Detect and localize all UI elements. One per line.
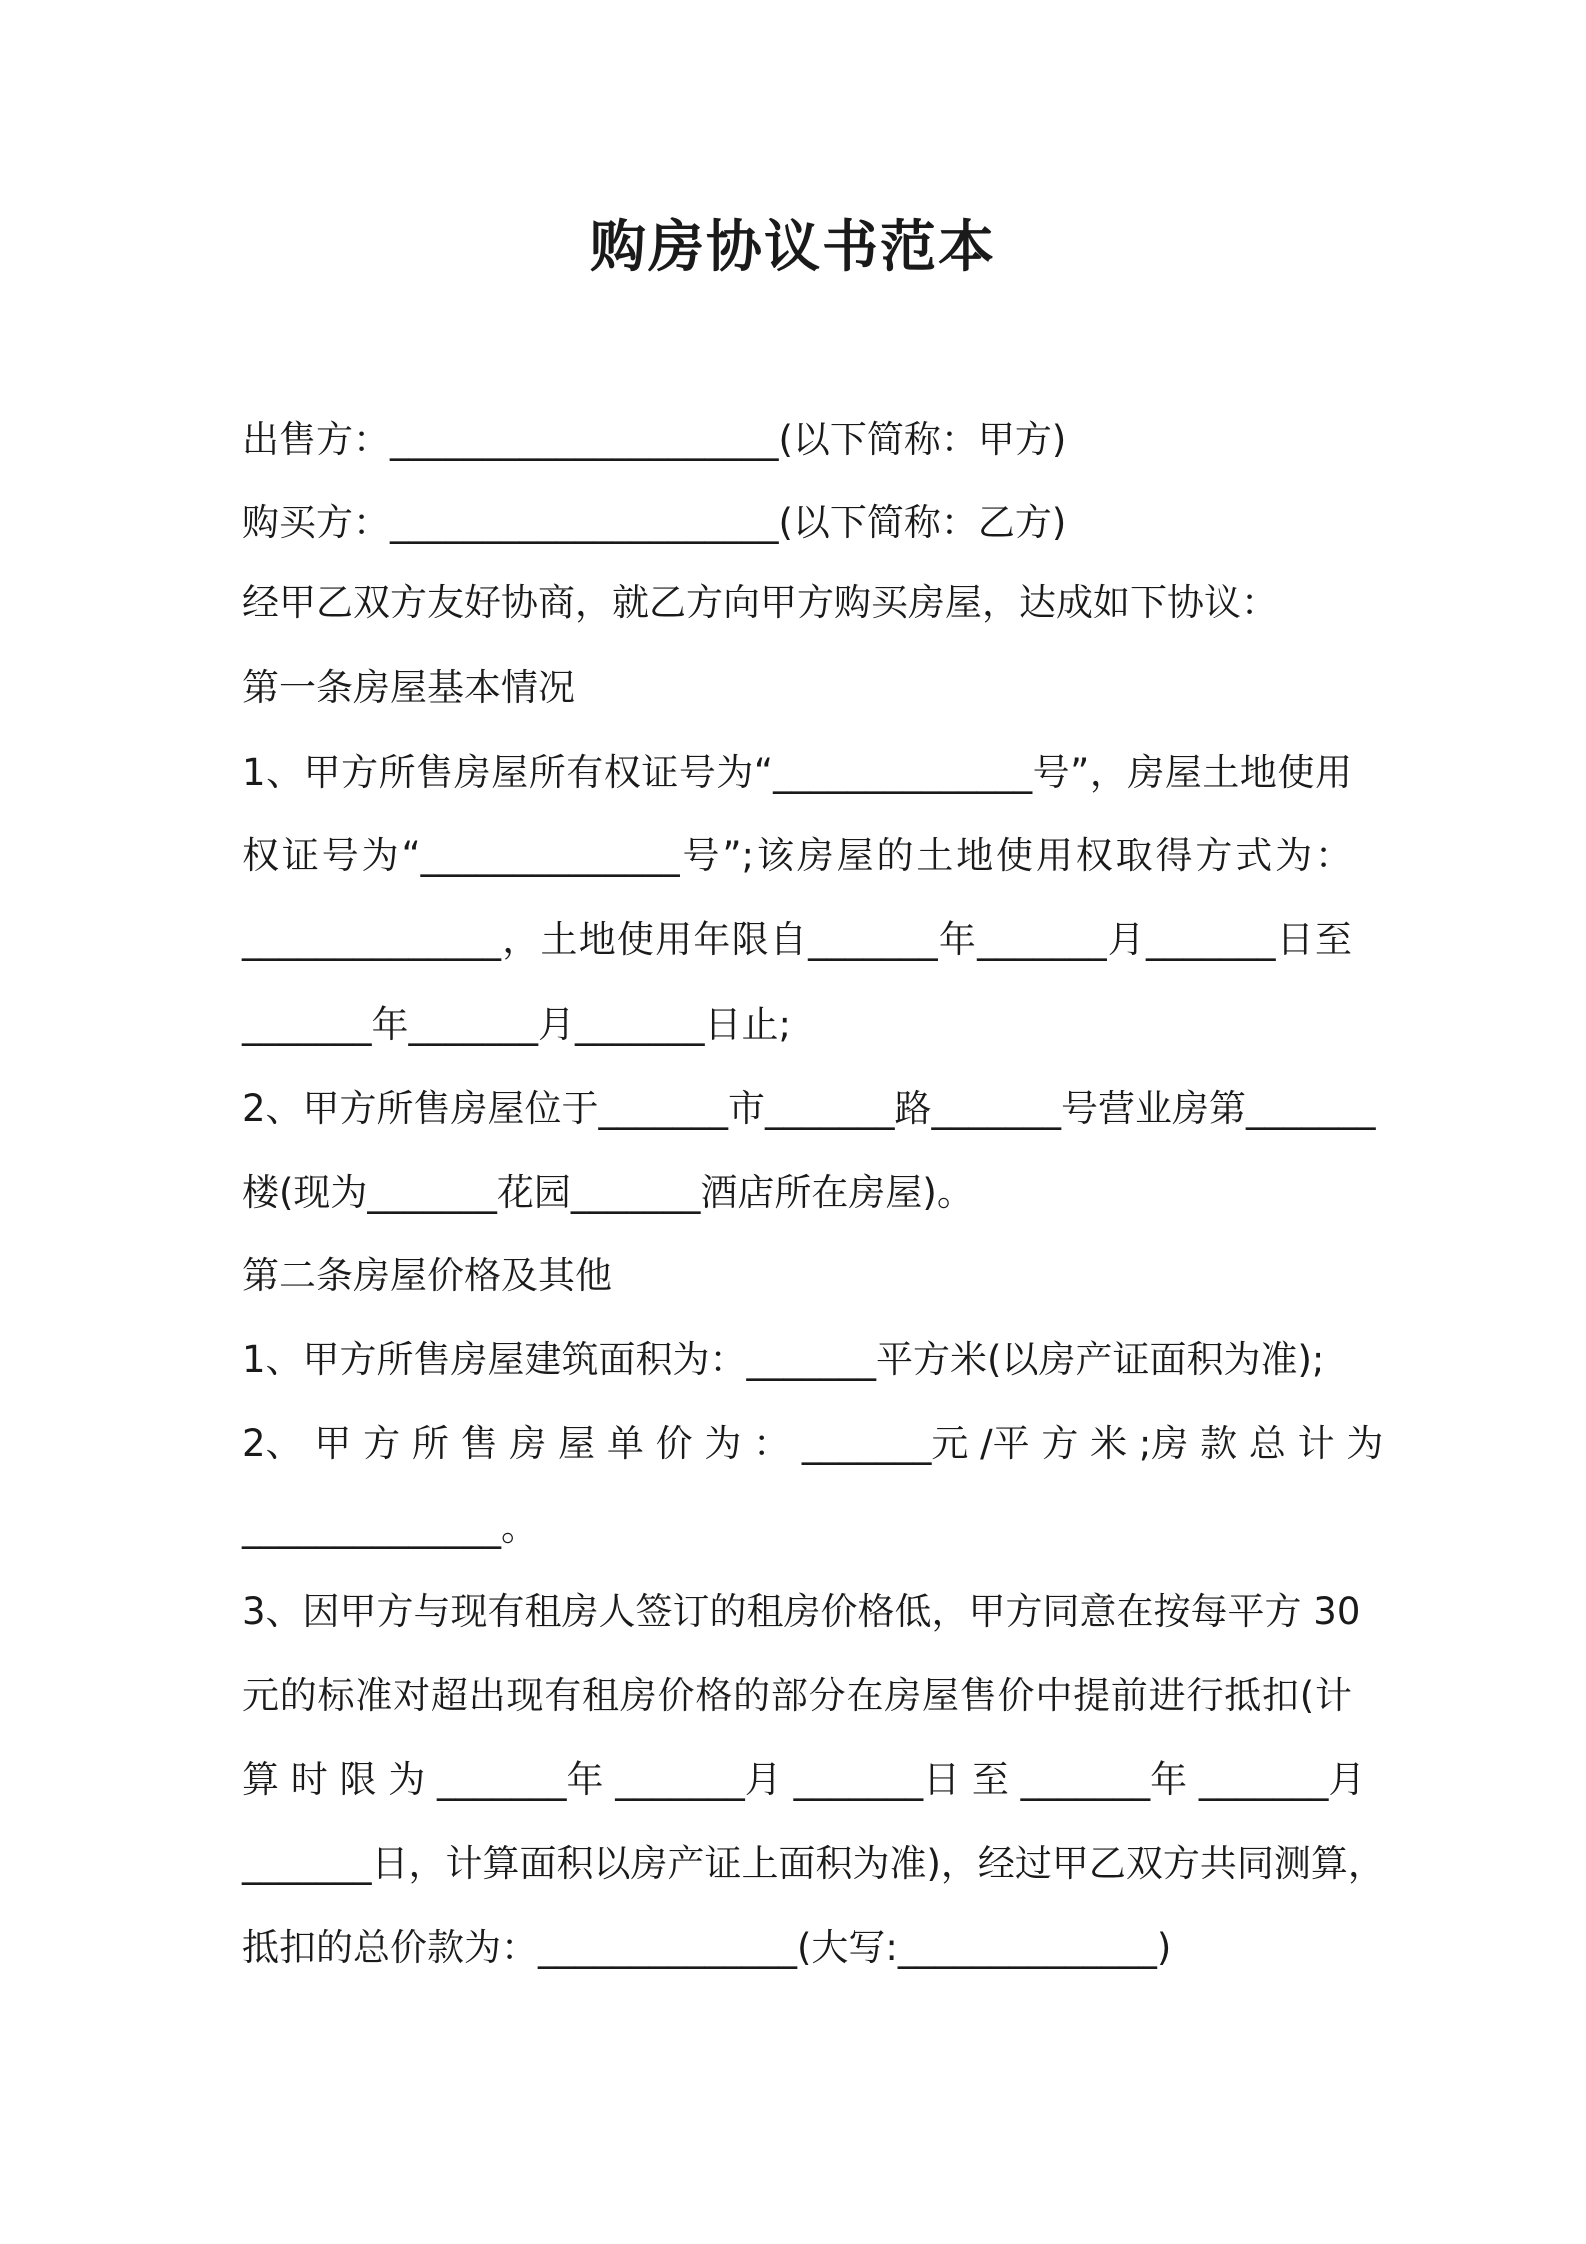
document-title: 购房协议书范本 xyxy=(590,215,996,280)
clause-line: 抵扣的总价款为：______________(大写:______________) xyxy=(242,1926,1172,1969)
clause-line: 算 时 限 为 _______年 _______月 _______日 至 _______年 _______月 xyxy=(242,1758,1366,1801)
clause-line: 1、甲方所售房屋所有权证号为“______________号”，房屋土地使用 xyxy=(242,751,1352,794)
clause-line: ______________。 xyxy=(242,1506,538,1549)
buyer-line: 购买方：_____________________(以下简称：乙方) xyxy=(242,501,1067,544)
clause-line: 3、因甲方与现有租房人签订的租房价格低，甲方同意在按每平方 30 xyxy=(242,1590,1361,1633)
clause-line: 2、 甲 方 所 售 房 屋 单 价 为 ： _______元 /平 方 米 ;房 款 总 计 为 xyxy=(242,1422,1384,1465)
clause-line: 1、甲方所售房屋建筑面积为：_______平方米(以房产证面积为准); xyxy=(242,1338,1325,1381)
clause-line: 楼(现为_______花园_______酒店所在房屋)。 xyxy=(242,1171,974,1214)
clause-line: _______年_______月_______日止; xyxy=(242,1003,791,1046)
clause-line: 权证号为“______________号”;该房屋的土地使用权取得方式为： xyxy=(242,834,1352,877)
seller-line: 出售方：_____________________(以下简称：甲方) xyxy=(242,418,1067,461)
preamble-line: 经甲乙双方友好协商，就乙方向甲方购买房屋，达成如下协议： xyxy=(242,581,1278,624)
article-2-heading: 第二条房屋价格及其他 xyxy=(242,1254,612,1297)
clause-line: 元的标准对超出现有租房价格的部分在房屋售价中提前进行抵扣(计 xyxy=(242,1674,1352,1717)
clause-line: ______________，土地使用年限自_______年_______月_______日至 xyxy=(242,918,1352,961)
article-1-heading: 第一条房屋基本情况 xyxy=(242,666,575,709)
clause-line: _______日，计算面积以房产证上面积为准)，经过甲乙双方共同测算， xyxy=(242,1842,1385,1885)
clause-line: 2、甲方所售房屋位于_______市_______路_______号营业房第_______ xyxy=(242,1087,1376,1130)
